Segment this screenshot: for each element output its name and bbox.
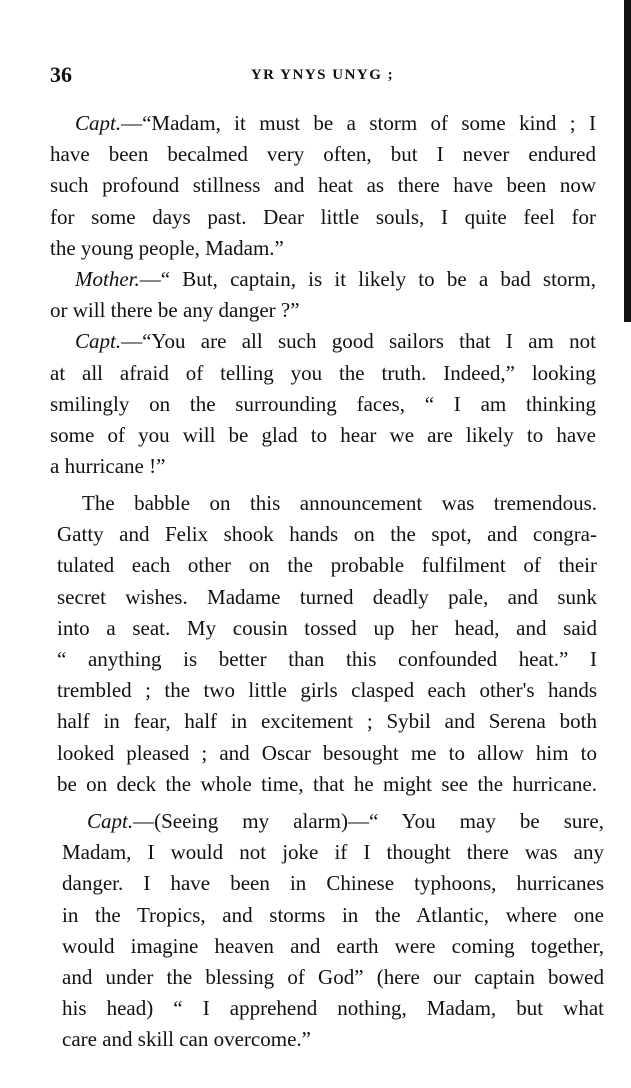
text-line: at all afraid of telling you the truth. Indeed,” looking — [50, 360, 596, 385]
page-number: 36 — [50, 62, 72, 87]
text-line: smilingly on the surrounding faces, “ I am thinking — [50, 391, 596, 416]
text-line: his head) “ I apprehend nothing, Madam, but what — [62, 996, 604, 1021]
text-line: Capt.—“Madam, it must be a storm of some kind ; I — [75, 111, 596, 135]
speaker-label: Capt. — [75, 111, 122, 135]
text-line: “ anything is better than this confounded heat.” I — [57, 646, 597, 671]
paragraph-captain-3 — [62, 806, 604, 1056]
text-line: into a seat. My cousin tossed up her head, and said — [57, 615, 597, 640]
paragraph-captain-2 — [50, 326, 596, 482]
text-line: such profound stillness and heat as there have been now — [50, 173, 596, 198]
text-line: Madam, I would not joke if I thought there was any — [62, 840, 604, 865]
text-line: trembled ; the two little girls clasped each other's hands — [57, 678, 597, 703]
speaker-label: Capt. — [87, 809, 134, 833]
text-line: danger. I have been in Chinese typhoons, hurricanes — [62, 871, 604, 896]
text-line: for some days past. Dear little souls, I quite feel for — [50, 204, 596, 229]
paragraph-narration — [57, 488, 597, 800]
paragraph-mother — [50, 264, 596, 326]
text-line: Capt.—“You are all such good sailors that I am not — [75, 329, 596, 354]
text-line: a hurricane !” — [50, 454, 166, 479]
text-line: and under the blessing of God” (here our captain bowed — [62, 964, 604, 989]
text-line: be on deck the whole time, that he might see the hurricane. — [57, 771, 597, 796]
text-line: in the Tropics, and storms in the Atlantic, where one — [62, 902, 604, 927]
text-line: half in fear, half in excitement ; Sybil and Serena both — [57, 709, 597, 734]
text-line: or will there be any danger ?” — [50, 298, 300, 323]
text-line: have been becalmed very often, but I never endured — [50, 142, 596, 167]
speaker-label: Capt. — [75, 329, 122, 354]
text-line: looked pleased ; and Oscar besought me to allow him to — [57, 740, 597, 765]
text-line: some of you will be glad to hear we are likely to have — [50, 422, 596, 447]
page-edge-shadow — [624, 0, 631, 322]
text-line: care and skill can overcome.” — [62, 1027, 311, 1052]
dialogue-block — [50, 108, 596, 482]
text-line: the young people, Madam.” — [50, 235, 284, 260]
text-line: Gatty and Felix shook hands on the spot, and congra- — [57, 522, 597, 547]
speaker-label: Mother. — [75, 266, 140, 291]
text-line: Capt.—(Seeing my alarm)—“ You may be sure, — [87, 809, 604, 833]
page-header — [50, 62, 595, 92]
text-line: secret wishes. Madame turned deadly pale, and sunk — [57, 584, 597, 609]
running-title: YR YNYS UNYG ; — [250, 67, 395, 83]
text-line: The babble on this announcement was tremendous. — [82, 491, 597, 515]
paragraph-captain-1 — [50, 108, 596, 264]
text-line: tulated each other on the probable fulfilment of their — [57, 553, 597, 578]
text-line: Mother.—“ But, captain, is it likely to be a bad storm, — [75, 266, 596, 291]
text-line: would imagine heaven and earth were coming together, — [62, 933, 604, 958]
